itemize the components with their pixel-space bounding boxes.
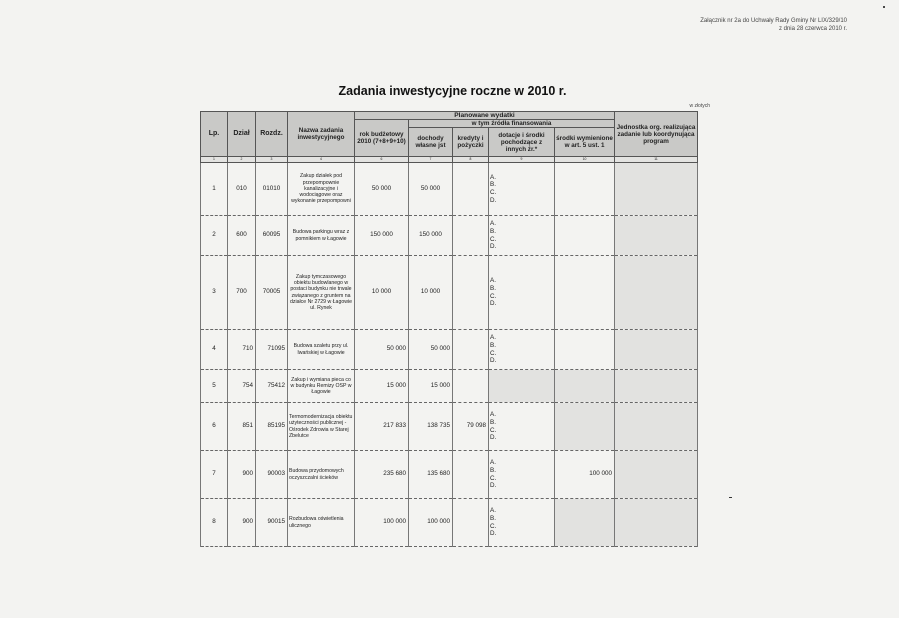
abcd-item: D. bbox=[490, 300, 497, 308]
abcd-item: D. bbox=[490, 243, 497, 251]
cell-credits bbox=[453, 370, 489, 403]
col-number: 7 bbox=[409, 157, 453, 163]
table-row bbox=[201, 216, 698, 256]
col-number: 6 bbox=[355, 157, 409, 163]
investment-table bbox=[200, 111, 698, 547]
cell-dzial: 010 bbox=[228, 163, 256, 216]
cell-lp: 2 bbox=[201, 216, 228, 256]
cell-unit-org bbox=[615, 403, 698, 451]
col-number: 11 bbox=[615, 157, 698, 163]
abcd-item: A. bbox=[490, 277, 496, 285]
abcd-item: C. bbox=[490, 474, 497, 482]
cell-total: 50 000 bbox=[355, 163, 409, 216]
cell-credits: 79 098 bbox=[453, 403, 489, 451]
cell-dzial: 700 bbox=[228, 256, 256, 330]
cell-unit-org bbox=[615, 330, 698, 370]
cell-grants bbox=[489, 256, 555, 330]
col-number: 9 bbox=[489, 157, 555, 163]
abcd-item: D. bbox=[490, 434, 497, 442]
abcd-item: D. bbox=[490, 196, 497, 204]
table-row bbox=[201, 499, 698, 547]
cell-dzial: 900 bbox=[228, 451, 256, 499]
cell-funds bbox=[555, 499, 615, 547]
cell-rozdz: 75412 bbox=[256, 370, 288, 403]
abcd-item: B. bbox=[490, 181, 496, 189]
cell-lp: 8 bbox=[201, 499, 228, 547]
cell-name: Zakup działek pod przepompownie kanalizacyjne i wodociągowe oraz wykonanie przepompowni bbox=[288, 163, 355, 216]
col-lp: Lp. bbox=[201, 112, 228, 157]
table-row bbox=[201, 403, 698, 451]
cell-unit-org bbox=[615, 370, 698, 403]
cell-name: Rozbudowa oświetlenia ulicznego bbox=[288, 499, 355, 547]
abcd-item: A. bbox=[490, 411, 496, 419]
cell-total: 150 000 bbox=[355, 216, 409, 256]
col-grants: dotacje i środki pochodzące z innych źr.* bbox=[489, 128, 555, 157]
col-number: 4 bbox=[288, 157, 355, 163]
cell-dzial: 851 bbox=[228, 403, 256, 451]
cell-rozdz: 60095 bbox=[256, 216, 288, 256]
cell-total: 50 000 bbox=[355, 330, 409, 370]
cell-own: 50 000 bbox=[409, 330, 453, 370]
col-name: Nazwa zadania inwestycyjnego bbox=[288, 112, 355, 157]
abcd-item: A. bbox=[490, 220, 496, 228]
cell-unit-org bbox=[615, 163, 698, 216]
cell-funds bbox=[555, 330, 615, 370]
cell-grants bbox=[489, 163, 555, 216]
cell-credits bbox=[453, 163, 489, 216]
unit-label: w złotych bbox=[689, 103, 710, 109]
cell-unit-org bbox=[615, 451, 698, 499]
abcd-item: C. bbox=[490, 426, 497, 434]
abcd-item: D. bbox=[490, 357, 497, 365]
cell-own: 138 735 bbox=[409, 403, 453, 451]
abcd-item: C. bbox=[490, 235, 497, 243]
cell-total: 235 680 bbox=[355, 451, 409, 499]
cell-lp: 4 bbox=[201, 330, 228, 370]
cell-funds bbox=[555, 256, 615, 330]
table-row bbox=[201, 451, 698, 499]
attachment-line-1: Załącznik nr 2a do Uchwały Rady Gminy Nr LIX/329/10 bbox=[700, 18, 847, 24]
cell-funds: 100 000 bbox=[555, 451, 615, 499]
col-number: 2 bbox=[228, 157, 256, 163]
cell-funds bbox=[555, 163, 615, 216]
cell-own: 135 680 bbox=[409, 451, 453, 499]
col-number: 10 bbox=[555, 157, 615, 163]
abcd-item: C. bbox=[490, 189, 497, 196]
cell-grants bbox=[489, 330, 555, 370]
col-dzial: Dział bbox=[228, 112, 256, 157]
cell-own: 100 000 bbox=[409, 499, 453, 547]
cell-credits bbox=[453, 330, 489, 370]
table-row bbox=[201, 370, 698, 403]
abcd-item: D. bbox=[490, 530, 497, 538]
cell-name: Zakup i wymiana pieca co w budynku Remizy OSP w Łagowie bbox=[288, 370, 355, 403]
col-funds: środki wymienione w art. 5 ust. 1 bbox=[555, 128, 615, 157]
col-number: 8 bbox=[453, 157, 489, 163]
abcd-item: A. bbox=[490, 507, 496, 515]
cell-name: Budowa przydomowych oczyszczalni ścieków bbox=[288, 451, 355, 499]
cell-credits bbox=[453, 499, 489, 547]
cell-funds bbox=[555, 403, 615, 451]
cell-rozdz: 70005 bbox=[256, 256, 288, 330]
cell-grants bbox=[489, 451, 555, 499]
cell-rozdz: 90003 bbox=[256, 451, 288, 499]
col-unit-org: Jednostka org. realizująca zadanie lub koordynująca program bbox=[615, 112, 698, 157]
cell-rozdz: 01010 bbox=[256, 163, 288, 216]
col-rozdz: Rozdz. bbox=[256, 112, 288, 157]
col-own: dochody własne jst bbox=[409, 128, 453, 157]
abcd-item: B. bbox=[490, 514, 496, 522]
cell-dzial: 754 bbox=[228, 370, 256, 403]
cell-name: Zakup tymczasowego obiektu budowlanego w postaci budynku nie trwale związanego z gruntem na działce Nr 2729 w Łagowie ul. Rynek bbox=[288, 256, 355, 330]
col-planned: Planowane wydatki bbox=[355, 112, 615, 120]
cell-total: 10 000 bbox=[355, 256, 409, 330]
cell-grants bbox=[489, 499, 555, 547]
cell-lp: 5 bbox=[201, 370, 228, 403]
table-row bbox=[201, 330, 698, 370]
abcd-item: B. bbox=[490, 466, 496, 474]
cell-rozdz: 85195 bbox=[256, 403, 288, 451]
abcd-item: C. bbox=[490, 292, 497, 300]
abcd-item: A. bbox=[490, 173, 496, 181]
cell-credits bbox=[453, 451, 489, 499]
abcd-item: B. bbox=[490, 227, 496, 235]
cell-own: 10 000 bbox=[409, 256, 453, 330]
col-year: rok budżetowy 2010 (7+8+9+10) bbox=[355, 120, 409, 157]
cell-name: Budowa parkingu wraz z pomnikiem w Łagowie bbox=[288, 216, 355, 256]
cell-lp: 3 bbox=[201, 256, 228, 330]
cell-credits bbox=[453, 216, 489, 256]
cell-dzial: 600 bbox=[228, 216, 256, 256]
table-row bbox=[201, 256, 698, 330]
cell-lp: 6 bbox=[201, 403, 228, 451]
cell-rozdz: 71095 bbox=[256, 330, 288, 370]
cell-name: Budowa szaletu przy ul. Iwańskiej w Łagowie bbox=[288, 330, 355, 370]
cell-grants bbox=[489, 370, 555, 403]
cell-funds bbox=[555, 370, 615, 403]
page-title: Zadania inwestycyjne roczne w 2010 r. bbox=[338, 84, 567, 98]
abcd-item: C. bbox=[490, 349, 497, 357]
attachment-line-2: z dnia 28 czerwca 2010 r. bbox=[778, 26, 847, 32]
cell-unit-org bbox=[615, 256, 698, 330]
cell-own: 150 000 bbox=[409, 216, 453, 256]
cell-grants bbox=[489, 216, 555, 256]
cell-funds bbox=[555, 216, 615, 256]
cell-unit-org bbox=[615, 499, 698, 547]
cell-dzial: 900 bbox=[228, 499, 256, 547]
cell-own: 50 000 bbox=[409, 163, 453, 216]
abcd-item: C. bbox=[490, 522, 497, 530]
cell-credits bbox=[453, 256, 489, 330]
cell-rozdz: 90015 bbox=[256, 499, 288, 547]
cell-total: 217 833 bbox=[355, 403, 409, 451]
col-sources: w tym źródła finansowania bbox=[409, 120, 615, 128]
cell-total: 100 000 bbox=[355, 499, 409, 547]
abcd-item: B. bbox=[490, 418, 496, 426]
cell-own: 15 000 bbox=[409, 370, 453, 403]
col-credits: kredyty i pożyczki bbox=[453, 128, 489, 157]
table-row bbox=[201, 163, 698, 216]
cell-grants bbox=[489, 403, 555, 451]
abcd-item: D. bbox=[490, 482, 497, 490]
attachment-note bbox=[700, 17, 847, 33]
abcd-item: B. bbox=[490, 341, 496, 349]
cell-dzial: 710 bbox=[228, 330, 256, 370]
cell-lp: 1 bbox=[201, 163, 228, 216]
abcd-item: B. bbox=[490, 284, 496, 292]
col-number: 3 bbox=[256, 157, 288, 163]
abcd-item: A. bbox=[490, 334, 496, 342]
scan-speck bbox=[883, 6, 885, 8]
scan-speck bbox=[729, 497, 732, 498]
cell-name: Termomodernizacja obiektu użyteczności publicznej - Ośrodek Zdrowia w Starej Zbelutce bbox=[288, 403, 355, 451]
cell-total: 15 000 bbox=[355, 370, 409, 403]
col-number: 1 bbox=[201, 157, 228, 163]
abcd-item: A. bbox=[490, 459, 496, 467]
cell-lp: 7 bbox=[201, 451, 228, 499]
cell-unit-org bbox=[615, 216, 698, 256]
